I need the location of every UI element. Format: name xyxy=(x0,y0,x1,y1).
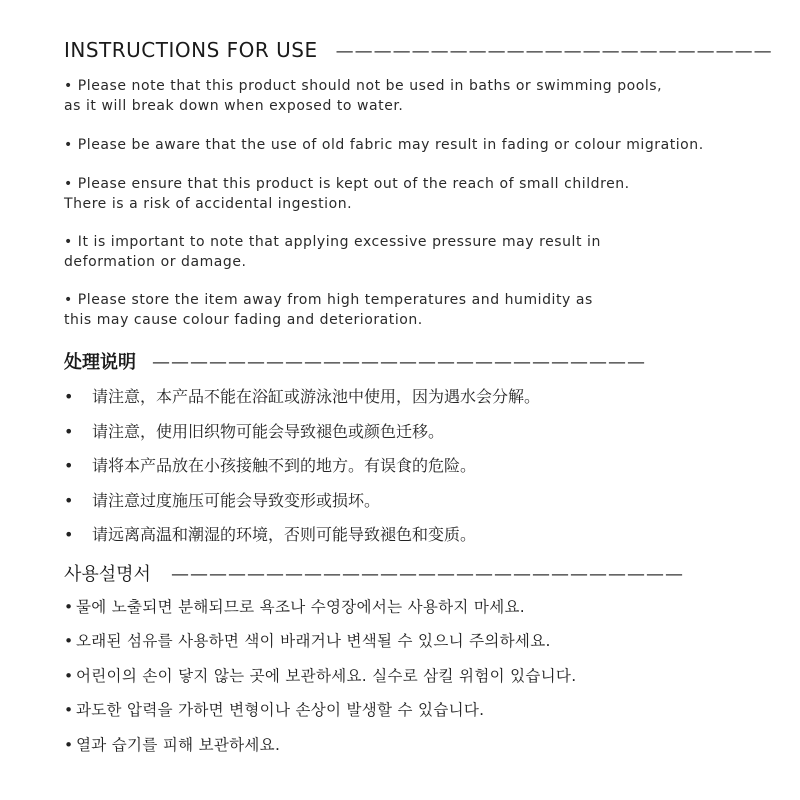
instruction-english-2: • Please be aware that the use of old fabric may result in fading or colour migration. xyxy=(64,137,704,153)
instruction-text: 请将本产品放在小孩接触不到的地方。有误食的危险。 xyxy=(92,456,477,475)
list-item xyxy=(64,455,540,490)
list-item xyxy=(64,734,576,768)
bullet-icon: • xyxy=(64,525,74,544)
bullet-icon: • xyxy=(64,421,74,441)
bullet-icon: • xyxy=(64,701,74,720)
instruction-text: 과도한 압력을 가하면 변형이나 손상이 발생할 수 있습니다. xyxy=(76,701,485,720)
bullet-icon: • xyxy=(64,387,74,406)
list-item xyxy=(64,699,576,733)
instruction-text: 请注意，使用旧织物可能会导致褪色或颜色迁移。 xyxy=(92,421,445,441)
instruction-text: 물에 노출되면 분해되므로 욕조나 수영장에서는 사용하지 마세요. xyxy=(76,598,525,616)
bullet-icon: • xyxy=(64,456,74,475)
bullet-icon: • xyxy=(64,490,74,510)
section-title-korean: 사용설명서 xyxy=(64,564,151,585)
bullet-icon: • xyxy=(64,666,74,685)
instruction-list-korean xyxy=(64,596,576,768)
section-title-english: INSTRUCTIONS FOR USE xyxy=(64,38,318,62)
section-heading-chinese xyxy=(64,348,646,374)
heading-rule-chinese: —————————————————————————— xyxy=(152,352,646,373)
instruction-text: 请注意，本产品不能在浴缸或游泳池中使用，因为遇水会分解。 xyxy=(92,387,541,406)
instruction-text: 오래된 섬유를 사용하면 색이 바래거나 변색될 수 있으니 주의하세요. xyxy=(76,632,551,651)
list-item xyxy=(64,490,540,525)
instruction-english-5: • Please store the item away from high temperatures and humidity as this may cause colour fading and deterioration. xyxy=(64,292,593,328)
heading-rule-english: ——————————————————————— xyxy=(335,41,773,62)
list-item xyxy=(64,596,576,630)
instruction-english-4: • It is important to note that applying excessive pressure may result in deformation or damage. xyxy=(64,234,601,270)
instruction-english-1: • Please note that this product should not be used in baths or swimming pools, as it will break down when exposed to water. xyxy=(64,78,663,114)
instruction-text: 열과 습기를 피해 보관하세요. xyxy=(76,735,281,754)
instruction-text: 어린이의 손이 닿지 않는 곳에 보관하세요. 실수로 삼킬 위험이 있습니다. xyxy=(76,666,577,685)
list-item xyxy=(64,524,540,559)
list-item xyxy=(64,665,576,699)
instruction-list-chinese xyxy=(64,386,540,559)
bullet-icon: • xyxy=(64,598,74,616)
heading-rule-korean: ——————————————————————————— xyxy=(170,564,684,585)
instruction-english-3: • Please ensure that this product is kept out of the reach of small children. There is a risk of accidental ingestion. xyxy=(64,176,630,212)
list-item xyxy=(64,386,540,421)
instruction-text: 请远离高温和潮湿的环境，否则可能导致褪色和变质。 xyxy=(92,525,477,544)
instruction-text: 请注意过度施压可能会导致变形或损坏。 xyxy=(92,490,381,510)
list-item xyxy=(64,630,576,664)
bullet-icon: • xyxy=(64,632,74,651)
section-title-chinese: 处理说明 xyxy=(64,352,136,373)
bullet-icon: • xyxy=(64,735,74,754)
list-item xyxy=(64,421,540,456)
section-heading-korean xyxy=(64,560,684,586)
section-heading-english xyxy=(64,38,773,62)
